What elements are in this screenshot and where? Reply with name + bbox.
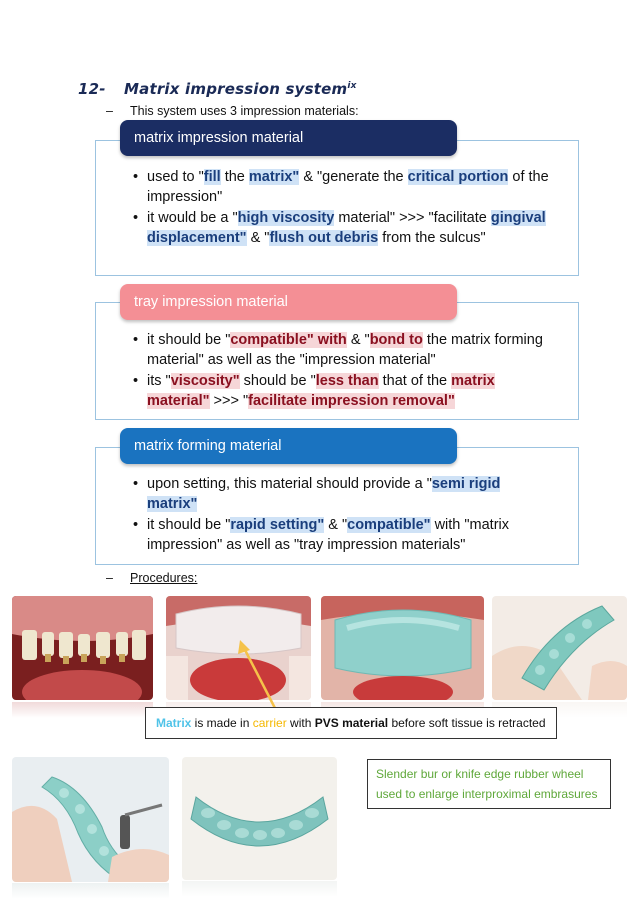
bullet-text: >>> " — [209, 392, 249, 409]
bullet-point — [133, 209, 553, 248]
matrix-impression-bullets — [133, 168, 553, 250]
highlight-term: less than — [315, 373, 379, 389]
bullet-text: it would be a " — [147, 210, 238, 226]
bullet-text: & "generate the — [299, 169, 408, 185]
bullet-text: & " — [246, 229, 270, 246]
bullet-text: used to " — [147, 169, 204, 185]
bullet-text: & " — [324, 517, 348, 533]
bullet-text: should be " — [239, 373, 316, 389]
tray-impression-bullets — [133, 331, 553, 413]
bullet-point — [133, 516, 553, 555]
caption-matrix-word: Matrix — [156, 716, 192, 730]
highlight-term: matrix material" — [147, 373, 495, 409]
bullet-text: its " — [147, 373, 171, 389]
bullet-text: with "matrix impression" as well as "tray impression materials" — [147, 517, 510, 553]
caption-carrier-word: carrier — [252, 716, 287, 730]
heading-footnote: ix — [347, 81, 357, 91]
highlight-term: compatible" with — [230, 332, 347, 348]
caption-pvs: PVS material — [314, 716, 389, 730]
bullet-text: it should be " — [147, 332, 231, 348]
highlight-term: rapid setting" — [230, 517, 325, 533]
bullet-point — [133, 168, 553, 207]
highlight-term: fill — [203, 169, 221, 185]
bullet-text: from the sulcus" — [378, 229, 486, 246]
matrix-caption — [145, 707, 557, 739]
bullet-text: upon setting, this material should provide a " — [147, 476, 432, 492]
bullet-text: the — [220, 169, 249, 185]
highlight-term: high viscosity — [237, 210, 335, 226]
bullet-point — [133, 475, 553, 514]
highlight-term: viscosity" — [170, 373, 240, 389]
section-heading — [78, 80, 357, 98]
trimmed-matrix-photo — [182, 757, 337, 880]
tray-impression-header: tray impression material — [120, 284, 457, 320]
highlight-term: matrix" — [248, 169, 300, 185]
bur-trimming-photo — [12, 757, 169, 882]
bur-note: Slender bur or knife edge rubber wheel used to enlarge interproximal embrasures — [367, 759, 611, 809]
bullet-text: of the impression" — [147, 169, 549, 205]
matrix-forming-bullets — [133, 475, 553, 557]
caption-text: is made in — [191, 716, 253, 730]
bullet-point — [133, 372, 553, 411]
highlight-term: semi rigid matrix" — [147, 476, 501, 512]
intro-text: This system uses 3 impression materials: — [130, 104, 359, 118]
procedures-label: Procedures: — [130, 571, 198, 585]
prepared-teeth-photo — [12, 596, 153, 700]
bullet-text: that of the — [378, 373, 452, 389]
photo-reflection — [12, 883, 169, 899]
bullet-text: the matrix forming material" as well as the "impression material" — [147, 332, 543, 368]
matrix-forming-header: matrix forming material — [120, 428, 457, 464]
dash-mark: – — [106, 104, 113, 118]
procedures-line — [106, 571, 197, 585]
highlight-term: gingival displacement" — [147, 210, 546, 246]
highlight-term: critical portion — [407, 169, 509, 185]
caption-text: before soft tissue is retracted — [388, 716, 546, 730]
bullet-text: material" >>> "facilitate — [334, 210, 491, 226]
caption-text: with — [286, 716, 315, 730]
heading-title: Matrix impression system — [124, 80, 348, 98]
matrix-in-hand-photo — [492, 596, 627, 700]
heading-number: 12- — [78, 80, 106, 98]
bullet-text: it should be " — [147, 517, 231, 533]
bullet-point — [133, 331, 553, 370]
photo-reflection — [12, 702, 153, 718]
highlight-term: facilitate impression removal" — [248, 392, 455, 409]
photo-reflection — [182, 881, 337, 897]
matrix-in-mouth-photo — [321, 596, 484, 700]
matrix-impression-header: matrix impression material — [120, 120, 457, 156]
highlight-term: compatible" — [347, 517, 431, 533]
highlight-term: bond to — [369, 332, 423, 348]
bullet-text: & " — [346, 332, 370, 348]
intro-line — [106, 104, 359, 118]
highlight-term: flush out debris — [269, 229, 379, 246]
dash-mark: – — [106, 571, 113, 585]
